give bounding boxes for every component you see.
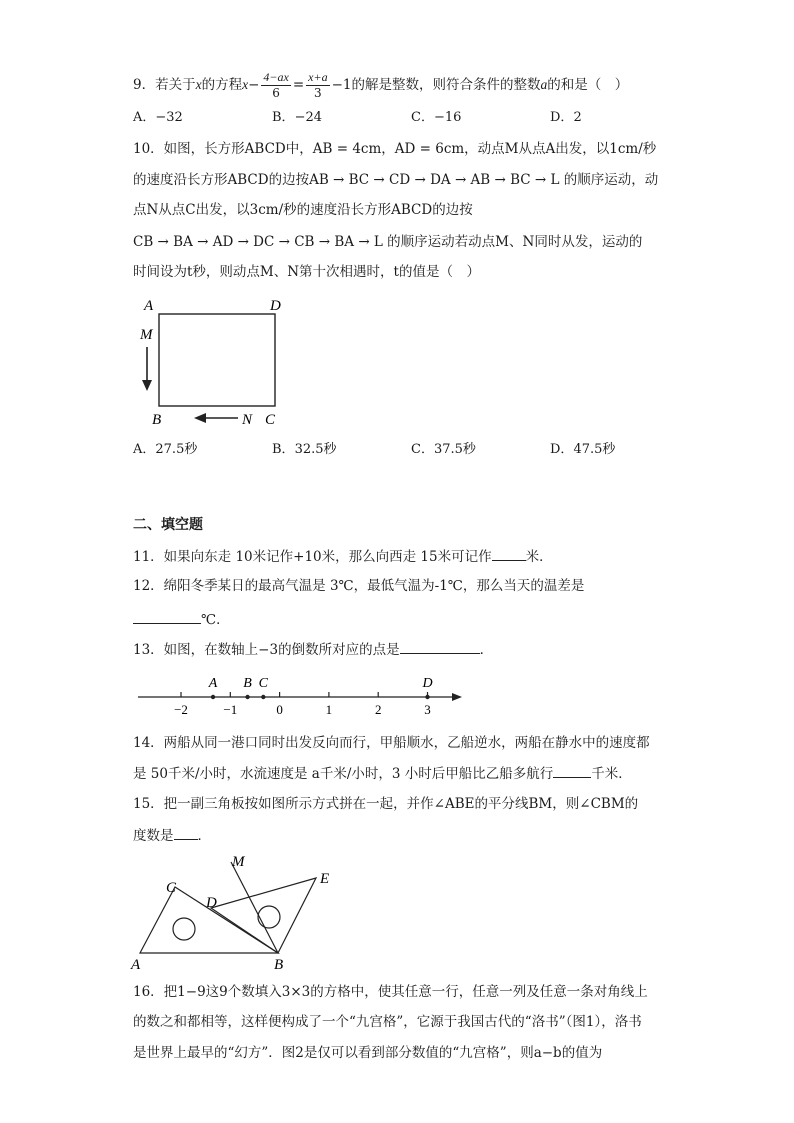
point-label-d: D — [422, 676, 433, 691]
q11-answer-blank — [492, 546, 526, 561]
q16-line-3: 是世界上最早的“幻方”．图2是仅可以看到部分数值的“九宫格”，则a−b的值为 — [133, 1045, 603, 1061]
q15-line-1: 15．把一副三角板按如图所示方式拼在一起，并作∠ABE的平分线BM，则∠CBM的 — [133, 796, 639, 812]
q15-line-2: 度数是 ． — [133, 825, 211, 846]
q9-fraction-1: $\frac{4-ax}{6}$ — [263, 70, 289, 100]
point-label-b: B — [243, 676, 252, 691]
arrow-n-head — [194, 413, 206, 423]
q14-line-2: 是 50千米/小时，水流速度是 a千米/小时，3 小时后甲船比乙船多航行 千米． — [133, 763, 632, 784]
label-m: M — [140, 327, 153, 343]
label-n: N — [242, 412, 253, 428]
q16-line-2: 的数之和都相等，这样便构成了一个“九宫格”，它源于我国古代的“洛书”（图1），洛书 — [133, 1014, 642, 1030]
q12-line-2: ℃． — [133, 609, 230, 630]
q10-choice-c: C．37.5秒 — [411, 442, 476, 457]
q9-choice-a: A．−32 — [133, 110, 183, 125]
label-e: E — [320, 871, 330, 887]
q9-choice-c: C．−16 — [411, 110, 462, 125]
q9-fraction-2: $\frac{x+a}{3}$ — [308, 70, 328, 100]
label-d: D — [206, 895, 217, 911]
q14-answer-blank — [553, 763, 591, 778]
section-title-fill-in: 二、填空题 — [133, 517, 203, 533]
tick-label: 3 — [424, 702, 431, 717]
point-label-a: A — [208, 676, 218, 691]
point-b — [245, 695, 249, 699]
q12-answer-blank — [133, 609, 201, 624]
q9-stem: 9．若关于x的方程x− $\frac{4-ax}{6}$ = $\frac{x+a}{3}$ −1的解是整数，则符合条件的整数a的和是（ ） — [133, 70, 629, 100]
q10-line-4: CB → BA → AD → DC → CB → BA → L 的顺序运动若动点M、N同时从发，运动的 — [133, 234, 643, 250]
number-line-arrowhead — [452, 693, 462, 701]
q9-choice-d: D．2 — [550, 110, 582, 125]
q13-answer-blank — [400, 639, 480, 654]
q12-line-1: 12．绵阳冬季某日的最高气温是 3℃，最低气温为-1℃，那么当天的温差是 — [133, 578, 585, 594]
q10-line-2: 的速度沿长方形ABCD的边按AB → BC → CD → DA → AB → BC → L 的顺序运动，动 — [133, 172, 659, 188]
tick-label: −1 — [223, 702, 238, 717]
triangle-hole-right — [258, 906, 280, 928]
q10-line-1: 10．如图，长方形ABCD中，AB = 4cm，AD = 6cm，动点M从点A出发，以1cm/秒 — [133, 141, 657, 157]
point-c — [261, 695, 265, 699]
label-a: A — [131, 957, 141, 973]
tick-label: 2 — [374, 702, 382, 717]
q10-choice-d: D．47.5秒 — [550, 442, 616, 457]
label-d: D — [270, 298, 281, 314]
label-m: M — [232, 854, 245, 870]
point-d — [425, 695, 429, 699]
tick-label: 0 — [276, 702, 283, 717]
label-c: C — [265, 412, 276, 428]
q13-number-line — [130, 670, 470, 720]
point-a — [211, 695, 215, 699]
tick-label: 1 — [325, 702, 333, 717]
triangle-hole-left — [173, 918, 195, 940]
q11-stem: 11．如果向东走 10米记作+10米，那么向西走 15米可记作 米． — [133, 546, 553, 567]
tick-label: −2 — [174, 702, 188, 717]
q16-line-1: 16．把1−9这9个数填入3×3的方格中，使其任意一行，任意一列及任意一条对角线上 — [133, 984, 648, 1000]
q10-choice-b: B．32.5秒 — [272, 442, 337, 457]
label-a: A — [144, 298, 154, 314]
q9-choice-b: B．−24 — [272, 110, 322, 125]
point-label-c: C — [258, 676, 269, 691]
triangle-dbe — [211, 878, 316, 953]
q10-line-3: 点N从点C出发，以3cm/秒的速度沿长方形ABCD的边按 — [133, 202, 473, 218]
label-b: B — [152, 412, 162, 428]
q13-stem: 13．如图，在数轴上−3的倒数所对应的点是 ． — [133, 639, 493, 660]
q14-line-1: 14．两船从同一港口同时出发反向而行，甲船顺水，乙船逆水，两船在静水中的速度都 — [133, 735, 650, 751]
q15-triangle-figure — [128, 850, 348, 975]
q15-answer-blank — [174, 825, 198, 840]
q10-choice-a: A．27.5秒 — [133, 442, 198, 457]
arrow-m-head — [142, 380, 152, 391]
q10-line-5: 时间设为t秒，则动点M、N第十次相遇时，t的值是（ ） — [133, 264, 480, 280]
q10-rectangle-figure — [130, 292, 300, 432]
bisector-bm — [231, 862, 278, 953]
label-c: C — [166, 880, 177, 896]
rectangle-abcd — [159, 314, 275, 406]
label-b: B — [274, 957, 284, 973]
